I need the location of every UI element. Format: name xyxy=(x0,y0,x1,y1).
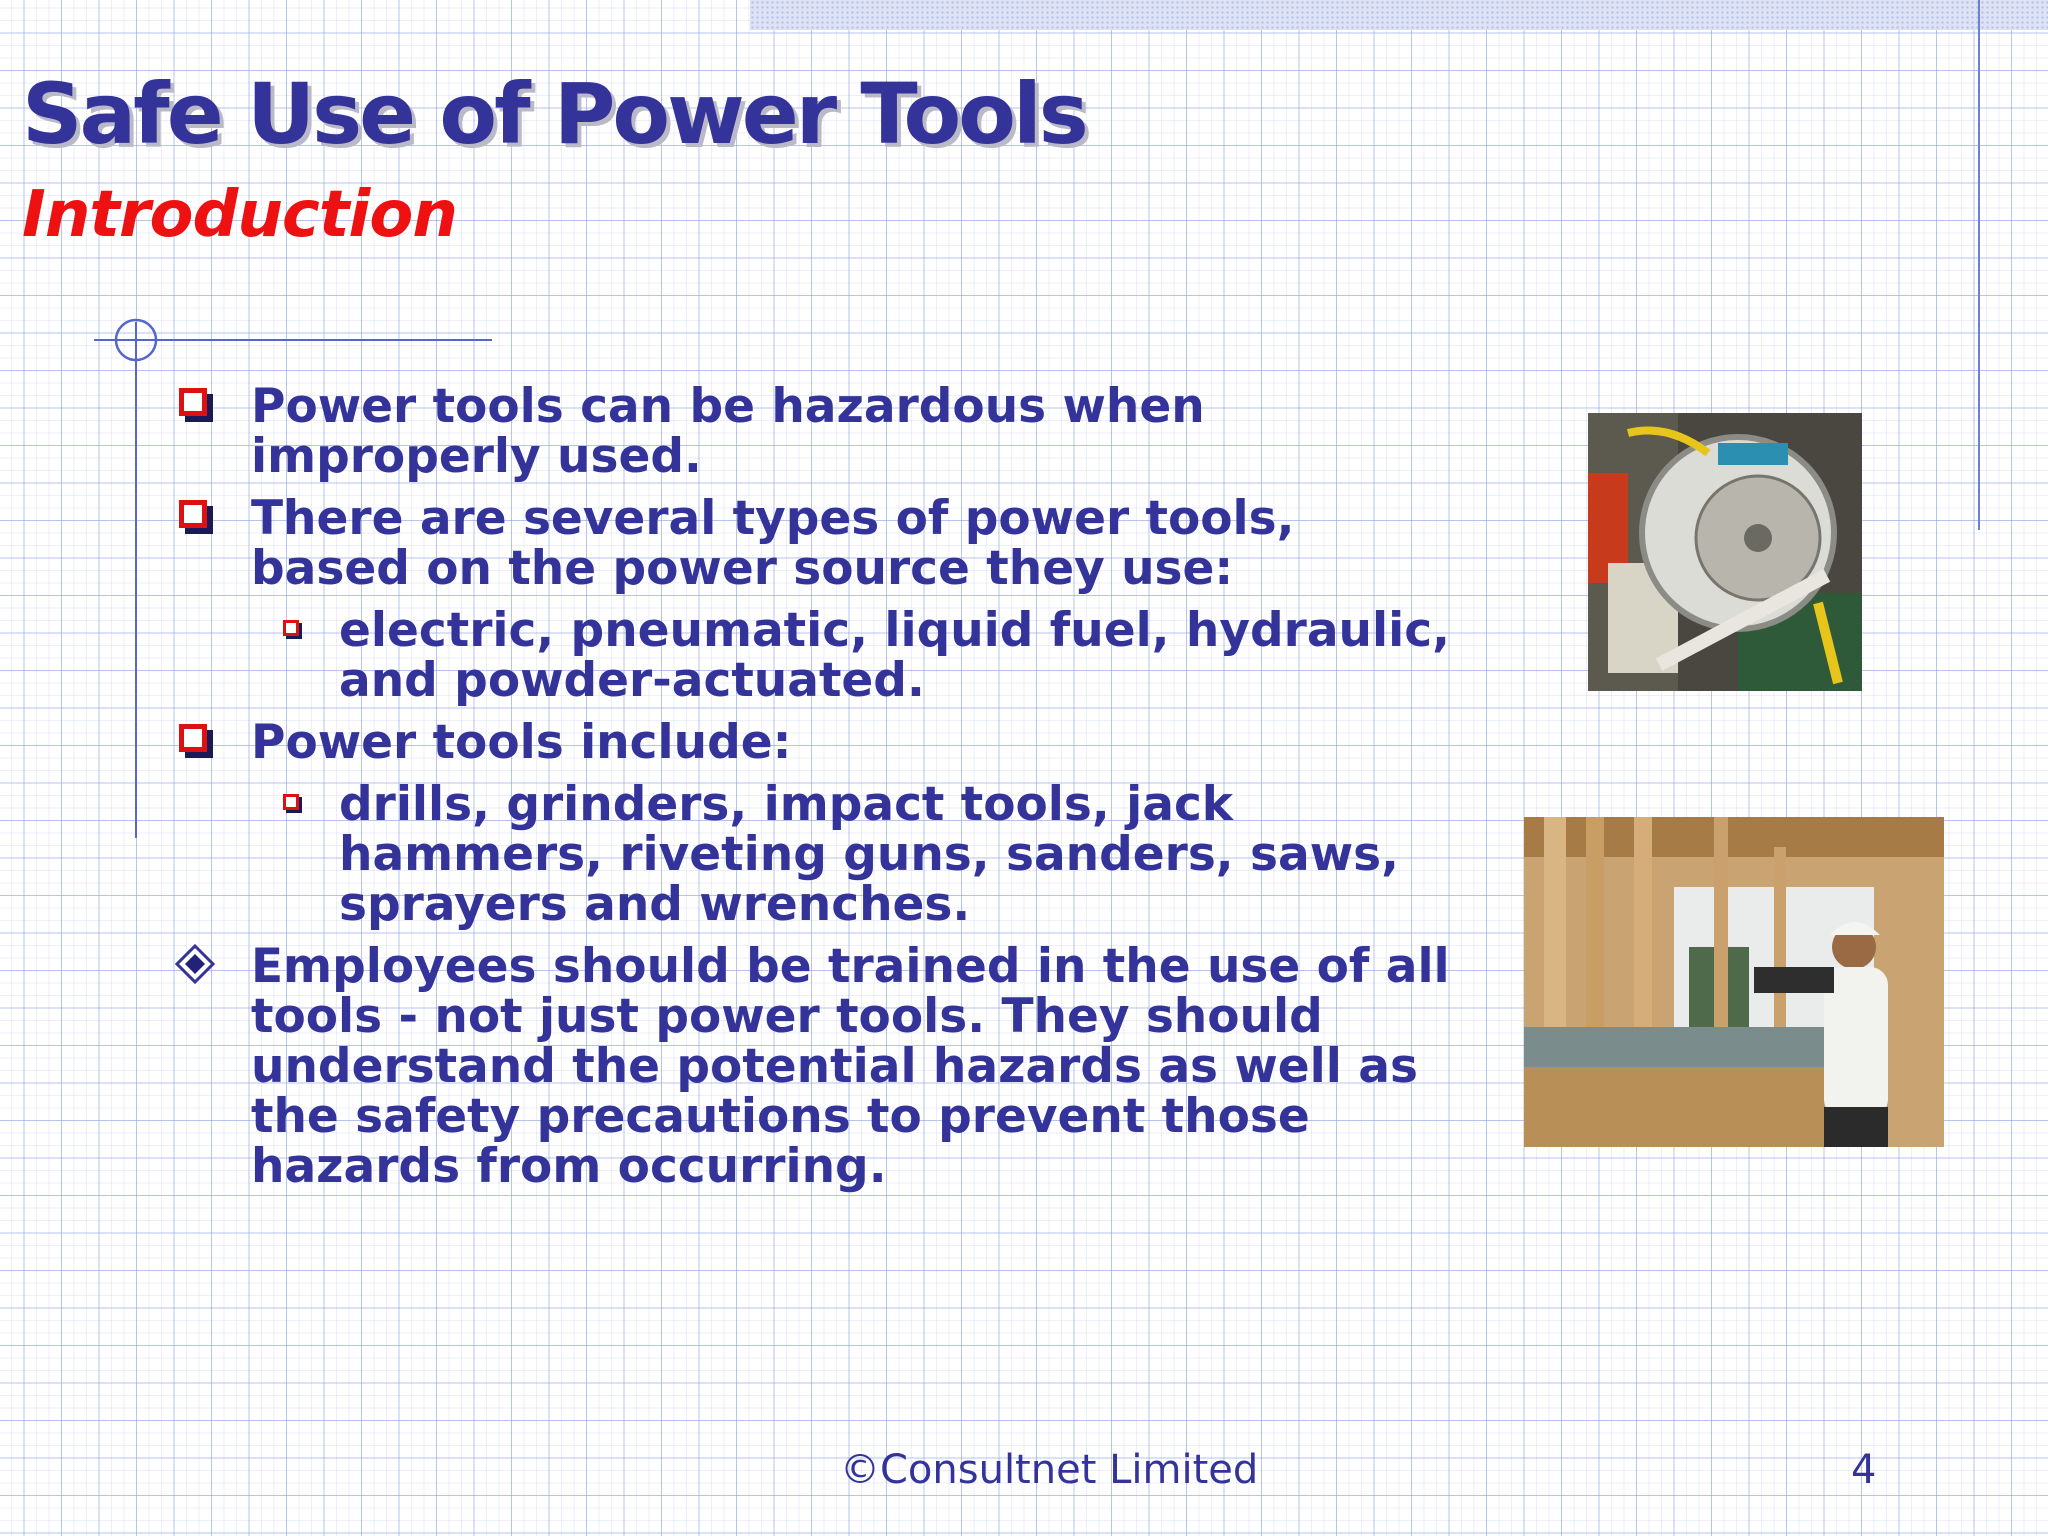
sub-bullet-item xyxy=(175,603,1465,708)
checkbox-square-icon xyxy=(179,500,207,528)
decorative-right-line xyxy=(1978,0,1980,530)
diamond-icon xyxy=(175,944,215,984)
bullet-item xyxy=(175,491,1465,596)
sub-bullet-item xyxy=(175,777,1465,932)
bullet-text: Employees should be trained in the use of all tools - not just power tools. They should understand the potential hazards as well as the safety precautions to prevent those hazards from occurring. xyxy=(251,939,1450,1194)
small-checkbox-square-icon xyxy=(283,620,299,636)
footer-copyright: ©Consultnet Limited xyxy=(840,1447,1259,1493)
top-dotted-band xyxy=(750,0,2048,30)
page-number: 4 xyxy=(1851,1447,1877,1493)
sub-bullet-text: drills, grinders, impact tools, jack hammers, riveting guns, sanders, saws, sprayers and wrenches. xyxy=(339,777,1399,932)
slide-title: Safe Use of Power Tools xyxy=(22,65,1086,163)
bullet-item xyxy=(175,379,1465,484)
small-checkbox-square-icon xyxy=(283,794,299,810)
bullet-list xyxy=(175,379,1465,1204)
bullet-text: Power tools include: xyxy=(251,715,792,770)
carpenter-nail-gun-photo xyxy=(1524,817,1944,1147)
bullet-text: Power tools can be hazardous when improperly used. xyxy=(251,379,1205,484)
bullet-text: There are several types of power tools, based on the power source they use: xyxy=(251,491,1295,596)
checkbox-square-icon xyxy=(179,388,207,416)
slide-subtitle: Introduction xyxy=(22,178,457,252)
circular-saw-photo xyxy=(1588,413,1862,691)
bullet-item xyxy=(175,715,1465,770)
bullet-item xyxy=(175,939,1465,1194)
checkbox-square-icon xyxy=(179,724,207,752)
sub-bullet-text: electric, pneumatic, liquid fuel, hydraulic, and powder-actuated. xyxy=(339,603,1450,708)
